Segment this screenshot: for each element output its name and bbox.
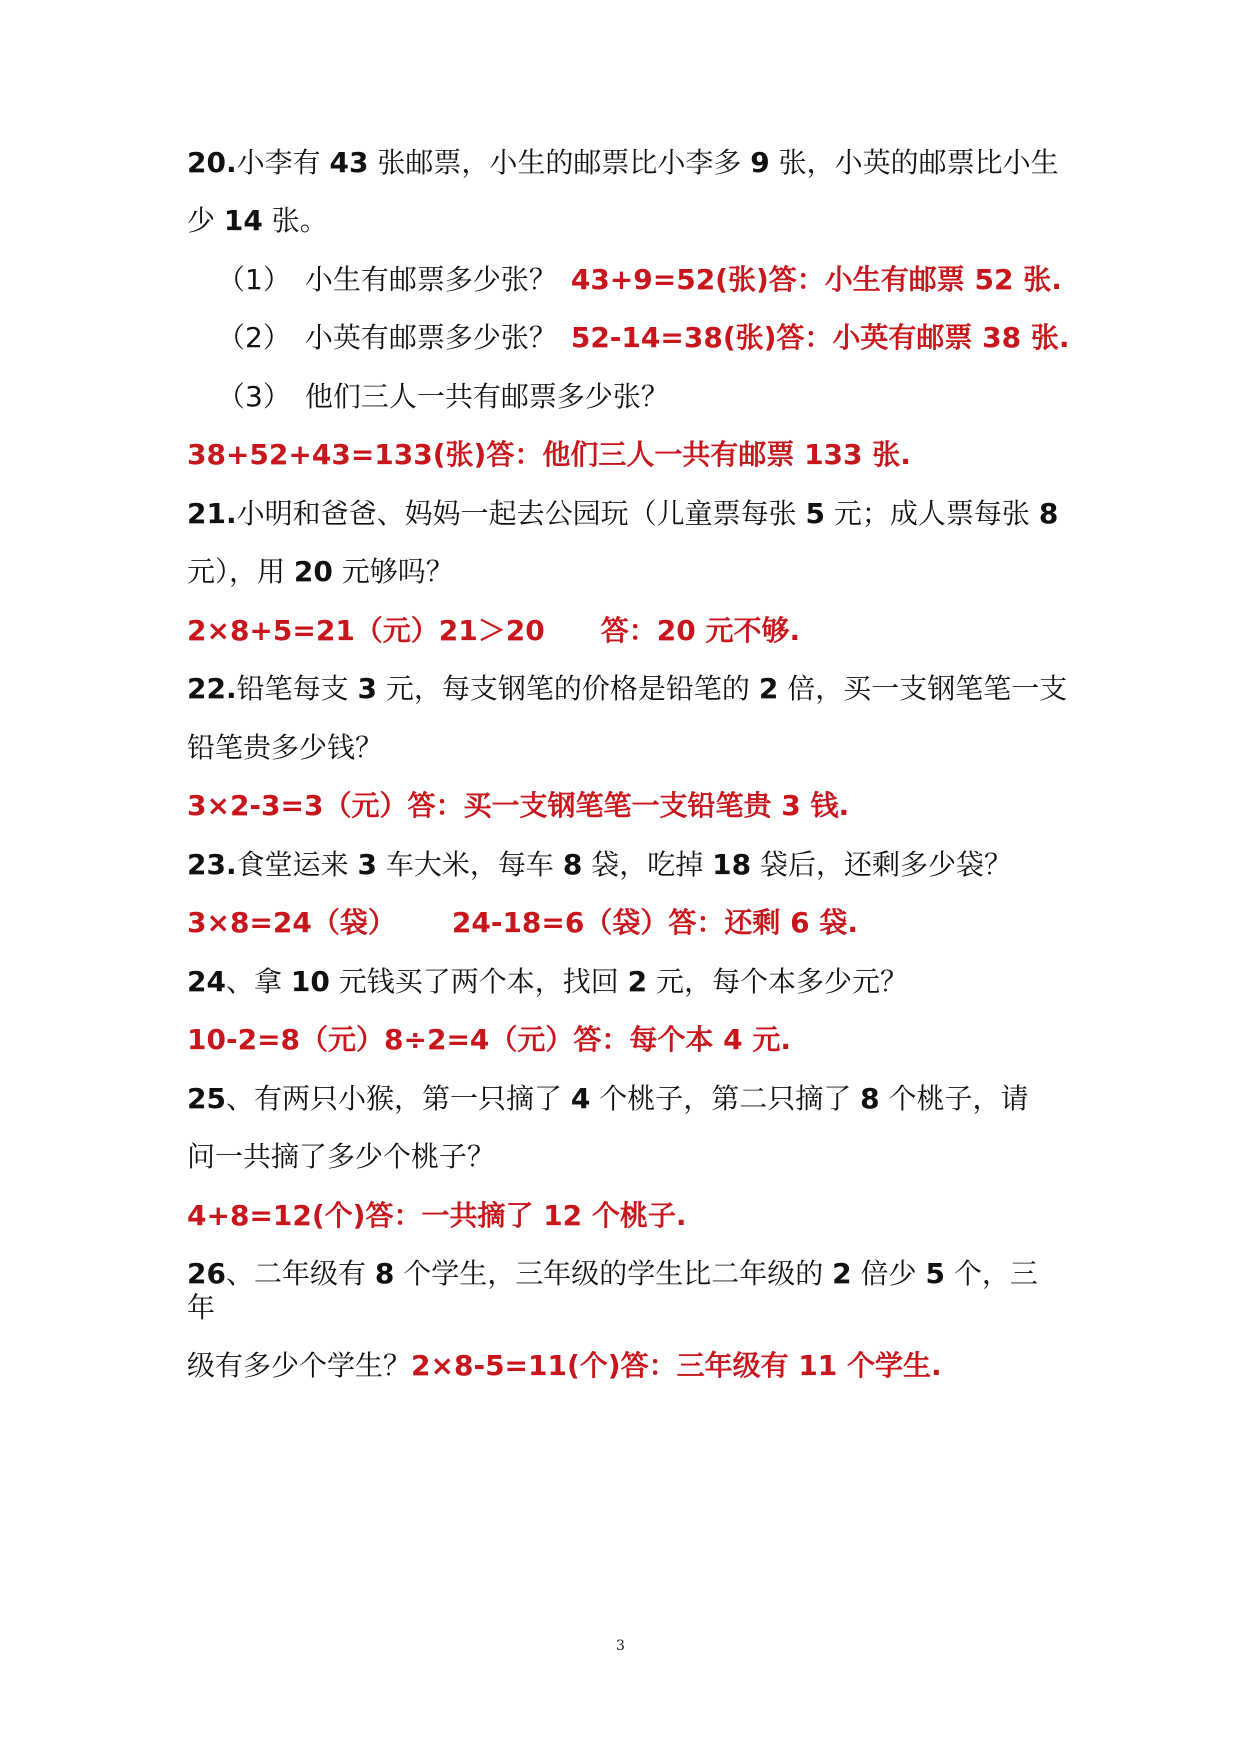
problem-text: 元钱买了两个本，找回 xyxy=(329,965,628,998)
problem-value: 3 xyxy=(357,848,377,881)
question-text: 他们三人一共有邮票多少张？ xyxy=(304,380,669,413)
problem-value: 8 xyxy=(1038,497,1059,530)
problem-text: 张邮票，小生的邮票比小李多 xyxy=(368,146,751,179)
answer-text: 43+9=52(张)答：小生有邮票 52 张. xyxy=(570,263,1062,296)
problem-24-answer: 10-2=8（元）8÷2=4（元）答：每个本 4 元. xyxy=(187,1023,791,1056)
problem-23-answer xyxy=(187,903,858,943)
problem-text: 、拿 xyxy=(225,965,291,998)
problem-20-question-2 xyxy=(217,318,1070,358)
answer-text: 2×8-5=11(个)答：三年级有 11 个学生. xyxy=(411,1349,942,1382)
problem-number: 23. xyxy=(187,848,237,881)
problem-22-answer: 3×2-3=3（元）答：买一支钢笔笔一支铅笔贵 3 钱. xyxy=(187,789,850,822)
problem-25-answer: 4+8=12(个)答：一共摘了 12 个桃子. xyxy=(187,1199,687,1232)
problem-value: 5 xyxy=(805,497,825,530)
problem-text: 小李有 xyxy=(236,146,330,179)
question-text: 小英有邮票多少张？ xyxy=(304,321,557,354)
problem-text: 、有两只小猴，第一只摘了 xyxy=(225,1082,571,1115)
problem-text: 袋后，还剩多少袋？ xyxy=(751,848,1012,881)
problem-value: 18 xyxy=(712,848,752,881)
question-label: （1） xyxy=(217,263,291,296)
problem-text: 小明和爸爸、妈妈一起去公园玩（儿童票每张 xyxy=(236,497,806,530)
page-number: 3 xyxy=(616,1638,625,1654)
problem-value: 14 xyxy=(223,204,263,237)
problem-21-line-1 xyxy=(187,494,1058,534)
problem-text: 倍少 xyxy=(851,1257,926,1290)
problem-value: 9 xyxy=(750,146,770,179)
problem-26-line-2: 年 xyxy=(187,1291,216,1324)
problem-24-line-1 xyxy=(187,962,908,1002)
problem-26-line-3 xyxy=(187,1346,942,1386)
problem-20-question-1 xyxy=(217,260,1062,300)
problem-text: 张，小英的邮票比小生 xyxy=(769,146,1059,179)
problem-20-question-3 xyxy=(217,377,669,417)
question-label: （3） xyxy=(217,380,291,413)
problem-value: 8 xyxy=(374,1257,395,1290)
problem-value: 3 xyxy=(357,672,377,705)
problem-text: 个学生，三年级的学生比二年级的 xyxy=(394,1257,833,1290)
problem-text: 元，每个本多少元？ xyxy=(647,965,909,998)
problem-26-line-1 xyxy=(187,1254,1038,1294)
problem-value: 2 xyxy=(758,672,779,705)
answer-text: 3×8=24（袋） xyxy=(187,906,396,939)
problem-value: 5 xyxy=(925,1257,945,1290)
problem-value: 8 xyxy=(562,848,583,881)
problem-text: 少 xyxy=(187,204,224,237)
problem-number: 25 xyxy=(187,1082,226,1115)
problem-value: 10 xyxy=(290,965,330,998)
problem-22-line-1 xyxy=(187,669,1067,709)
problem-text: 元够吗？ xyxy=(332,555,454,588)
problem-text: 级有多少个学生？ xyxy=(187,1349,412,1382)
problem-22-line-2: 铅笔贵多少钱？ xyxy=(187,731,384,764)
problem-number: 26 xyxy=(187,1257,226,1290)
problem-text: 个桃子，请 xyxy=(879,1082,1029,1115)
problem-number: 21. xyxy=(187,497,237,530)
problem-20-line-2 xyxy=(187,201,328,241)
problem-number: 22. xyxy=(187,672,237,705)
answer-text: 答：20 元不够. xyxy=(600,614,801,647)
problem-text: 张。 xyxy=(262,204,328,237)
problem-value: 2 xyxy=(832,1257,852,1290)
problem-text: 倍，买一支钢笔笔一支 xyxy=(778,672,1068,705)
problem-20-answer-3: 38+52+43=133(张)答：他们三人一共有邮票 133 张. xyxy=(187,438,911,471)
problem-value: 8 xyxy=(860,1082,880,1115)
problem-value: 4 xyxy=(570,1082,591,1115)
answer-text: 2×8+5=21（元）21＞20 xyxy=(187,614,545,647)
problem-text: 袋，吃掉 xyxy=(582,848,713,881)
problem-25-line-2: 问一共摘了多少个桃子？ xyxy=(187,1140,496,1173)
problem-21-line-2 xyxy=(187,552,454,592)
answer-text: 52-14=38(张)答：小英有邮票 38 张. xyxy=(570,321,1070,354)
problem-25-line-1 xyxy=(187,1079,1029,1119)
problem-21-answer xyxy=(187,611,800,651)
problem-23-line-1 xyxy=(187,845,1012,885)
problem-text: 食堂运来 xyxy=(236,848,358,881)
question-label: （2） xyxy=(217,321,291,354)
problem-number: 20. xyxy=(187,146,237,179)
answer-text: 24-18=6（袋）答：还剩 6 袋. xyxy=(451,906,858,939)
problem-text: 元；成人票每张 xyxy=(825,497,1039,530)
problem-text: 元），用 xyxy=(187,555,294,588)
problem-text: 铅笔每支 xyxy=(236,672,358,705)
problem-text: 、二年级有 xyxy=(225,1257,375,1290)
problem-text: 车大米，每车 xyxy=(377,848,563,881)
problem-value: 2 xyxy=(627,965,648,998)
problem-number: 24 xyxy=(187,965,226,998)
problem-20-line-1 xyxy=(187,143,1059,183)
problem-text: 个桃子，第二只摘了 xyxy=(590,1082,861,1115)
problem-text: 个，三 xyxy=(944,1257,1038,1290)
problem-value: 43 xyxy=(329,146,369,179)
problem-value: 20 xyxy=(293,555,333,588)
question-text: 小生有邮票多少张？ xyxy=(304,263,557,296)
problem-text: 元，每支钢笔的价格是铅笔的 xyxy=(377,672,759,705)
